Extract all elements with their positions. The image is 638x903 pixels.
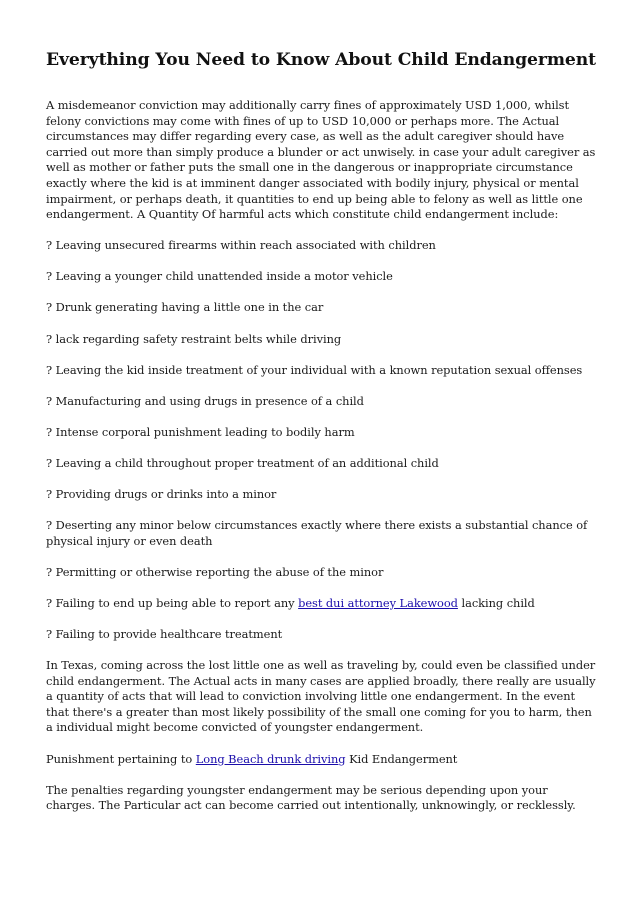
list-item: ? Leaving a child throughout proper treatment of an additional child	[46, 455, 439, 470]
list-item: ? Leaving a younger child unattended inside a motor vehicle	[46, 269, 393, 284]
penalties-paragraph: The penalties regarding youngster endangerment may be serious depending upon your charges. The Particular act can become carried out intentionally, unknowingly, or recklessly.	[46, 782, 576, 813]
document-page	[46, 48, 598, 814]
list-item: ? Drunk generating having a little one in the car	[46, 300, 324, 315]
texas-paragraph: In Texas, coming across the lost little one as well as traveling by, could even be classified under child endangerment. The Actual acts in many cases are applied broadly, there really are usually a quantity of acts that will lead to conviction involving little one endangerment. In the event that there's a greater than most likely possibility of the small one coming for you to harm, then a individual might become convicted of youngster endangerment.	[46, 658, 596, 735]
list-item: ? Permitting or otherwise reporting the abuse of the minor	[46, 564, 384, 579]
page-title: Everything You Need to Know About Child Endangerment	[46, 50, 596, 70]
list-item: ? Intense corporal punishment leading to bodily harm	[46, 424, 355, 439]
punishment-heading	[46, 752, 598, 768]
lakewood-attorney-link[interactable]: best dui attorney Lakewood	[298, 595, 458, 610]
list-item: ? lack regarding safety restraint belts while driving	[46, 331, 342, 346]
list-item-failing-report	[46, 596, 598, 612]
punishment-text-after: Kid Endangerment	[345, 751, 458, 766]
list-item: ? Leaving unsecured firearms within reach associated with children	[46, 238, 436, 253]
failing-report-text-before: ? Failing to end up being able to report any	[46, 595, 299, 610]
punishment-text-before: Punishment pertaining to	[46, 751, 196, 766]
list-item: ? Manufacturing and using drugs in presence of a child	[46, 393, 364, 408]
failing-report-text-after: lacking child	[457, 595, 535, 610]
list-item-failing-healthcare: ? Failing to provide healthcare treatment	[46, 626, 283, 641]
long-beach-link[interactable]: Long Beach drunk driving	[195, 751, 346, 766]
list-item: ? Providing drugs or drinks into a minor	[46, 487, 277, 501]
intro-paragraph: A misdemeanor conviction may additionally carry fines of approximately USD 1,000, whilst felony convictions may come with fines of up to USD 10,000 or perhaps more. The Actual circumstances may differ regarding every case, as well as the adult caregiver should have carried out more than simply produce a blunder or act unwisely. in case your adult caregiver as well as mother or father puts the small one in the dangerous or inappropriate circumstance exactly where the kid is at imminent danger associated with bodily injury, physical or mental impairment, or perhaps death, it quantities to end up being able to felony as well as little one endangerment. A Quantity Of harmful acts which constitute child endangerment include:	[46, 98, 596, 222]
list-item: ? Leaving the kid inside treatment of your individual with a known reputation sexual offenses	[46, 362, 583, 377]
list-item: ? Deserting any minor below circumstances exactly where there exists a substantial chance of physical injury or even death	[46, 518, 588, 548]
